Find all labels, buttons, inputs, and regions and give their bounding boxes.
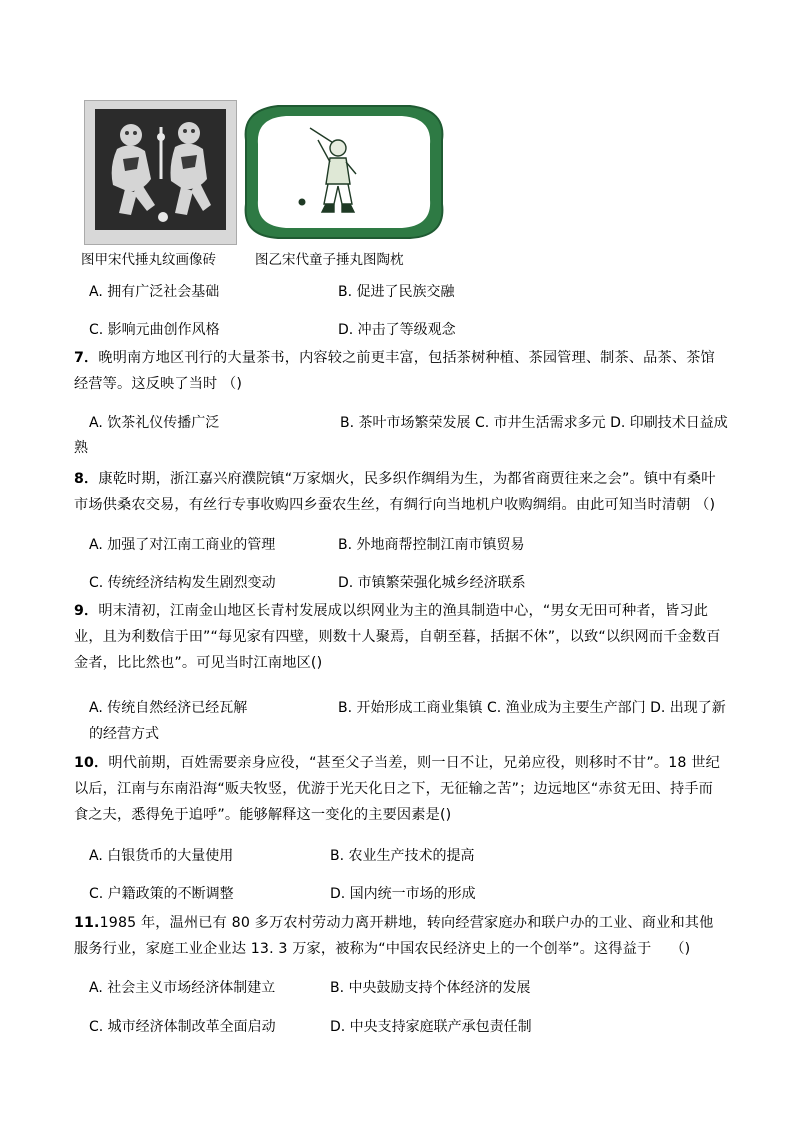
q8-option-a[interactable]: A. 加强了对江南工商业的管理 (89, 537, 276, 553)
question-stem: 康乾时期，浙江嘉兴府濮院镇“万家烟火，民多织作绸绢为生，为都省商贾往来之会”。镇中有桑叶市场供桑农交易，有丝行专事收购四乡蚕农生丝，有绸行向当地机户收购绸绢。由此可知当时清朝 （) (74, 471, 716, 513)
question-7 (74, 345, 722, 397)
question-stem: 晚明南方地区刊行的大量茶书，内容较之前更丰富，包括茶树种植、茶园管理、制茶、品茶、茶馆经营等。这反映了当时 （) (74, 350, 715, 392)
q7-option-continuation: 熟 (74, 440, 88, 456)
question-number: 8． (74, 471, 99, 487)
q11-option-d[interactable]: D. 中央支持家庭联产承包责任制 (330, 1019, 532, 1035)
q8-option-c[interactable]: C. 传统经济结构发生剧烈变动 (89, 575, 276, 591)
figure-a-brick-rubbing (84, 100, 237, 245)
q6-option-a[interactable]: A. 拥有广泛社会基础 (89, 284, 220, 300)
q8-option-d[interactable]: D. 市镇繁荣强化城乡经济联系 (338, 575, 526, 591)
q9-options-bcd[interactable]: B. 开始形成工商业集镇 C. 渔业成为主要生产部门 D. 出现了新 (338, 700, 726, 716)
q6-option-b[interactable]: B. 促进了民族交融 (338, 284, 455, 300)
q7-options-bcd[interactable]: B. 茶叶市场繁荣发展 C. 市井生活需求多元 D. 印刷技术日益成 (340, 415, 728, 431)
question-number: 10． (74, 755, 109, 771)
figure-a-caption: 图甲宋代捶丸纹画像砖 (81, 252, 216, 268)
question-11 (74, 910, 722, 962)
q6-option-c[interactable]: C. 影响元曲创作风格 (89, 322, 220, 338)
q9-option-a[interactable]: A. 传统自然经济已经瓦解 (89, 700, 248, 716)
q9-option-continuation: 的经营方式 (89, 726, 159, 742)
q6-option-d[interactable]: D. 冲击了等级观念 (338, 322, 456, 338)
q11-option-b[interactable]: B. 中央鼓励支持个体经济的发展 (330, 980, 531, 996)
question-number: 7． (74, 350, 99, 366)
q10-option-b[interactable]: B. 农业生产技术的提高 (330, 848, 475, 864)
question-10 (74, 750, 722, 828)
question-stem: 1985 年，温州已有 80 多万农村劳动力离开耕地，转向经营家庭办和联户办的工业、商业和其他服务行业，家庭工业企业达 13. 3 万家，被称为“中国农民经济史上的一个创举”。这得益于 （) (74, 915, 714, 957)
question-number: 11. (74, 915, 100, 931)
q8-option-b[interactable]: B. 外地商帮控制江南市镇贸易 (338, 537, 525, 553)
figure-b-ceramic-pillow (238, 100, 450, 243)
question-stem: 明代前期，百姓需要亲身应役，“甚至父子当差，则一日不让，兄弟应役，则移时不甘”。18 世纪以后，江南与东南沿海“贩夫牧竖，优游于光天化日之下，无征输之苦”；边远地区“赤贫无田、持手而食之夫，悉得免于追呼”。能够解释这一变化的主要因素是() (74, 755, 720, 823)
question-number: 9． (74, 603, 99, 619)
question-8 (74, 466, 722, 518)
q10-option-a[interactable]: A. 白银货币的大量使用 (89, 848, 234, 864)
q11-option-c[interactable]: C. 城市经济体制改革全面启动 (89, 1019, 276, 1035)
question-stem: 明末清初，江南金山地区长青村发展成以织网业为主的渔具制造中心，“男女无田可种者，皆习此业，且为利数信于田”“每见家有四壁，则数十人聚焉，自朝至暮，括据不休”，以致“以织网而千金数百金者，比比然也”。可见当时江南地区() (74, 603, 721, 671)
q10-option-c[interactable]: C. 户籍政策的不断调整 (89, 886, 234, 902)
q10-option-d[interactable]: D. 国内统一市场的形成 (330, 886, 476, 902)
question-9 (74, 598, 722, 676)
q11-option-a[interactable]: A. 社会主义市场经济体制建立 (89, 980, 276, 996)
q7-option-a[interactable]: A. 饮茶礼仪传播广泛 (89, 415, 220, 431)
figure-b-caption: 图乙宋代童子捶丸图陶枕 (255, 252, 404, 268)
